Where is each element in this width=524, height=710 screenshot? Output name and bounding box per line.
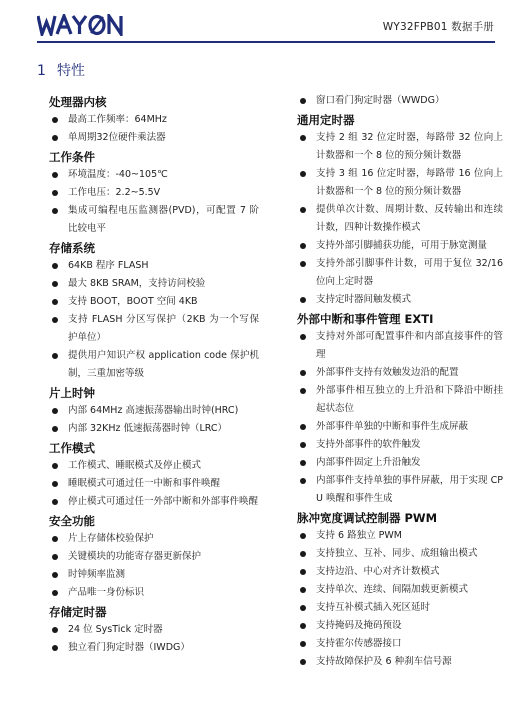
feature-list-item	[49, 347, 259, 383]
bullet-icon	[300, 261, 306, 267]
feature-text: 片上存储体校验保护	[68, 533, 154, 544]
feature-group-heading: 存储系统	[49, 241, 95, 255]
feature-text: 窗口看门狗定时器（WWDG）	[316, 95, 445, 106]
feature-list-item	[297, 545, 503, 563]
bullet-icon	[52, 554, 58, 560]
feature-list-item	[297, 617, 503, 635]
feature-group-heading: 外部中断和事件管理 EXTI	[297, 312, 434, 326]
bullet-icon	[300, 207, 306, 213]
bullet-icon	[52, 299, 58, 305]
feature-text: 最大 8KB SRAM，支持访问校验	[68, 278, 206, 289]
feature-list-item	[49, 311, 259, 347]
feature-list-item	[49, 548, 259, 566]
feature-text: 内部 32KHz 低速振荡器时钟（LRC）	[68, 423, 228, 434]
bullet-icon	[300, 605, 306, 611]
feature-list-item	[297, 328, 503, 364]
feature-list-item	[49, 639, 259, 657]
feature-text: 环境温度：-40~105℃	[68, 169, 168, 180]
feature-group-heading: 处理器内核	[49, 95, 107, 109]
feature-group-heading: 工作条件	[49, 150, 95, 164]
bullet-icon	[300, 478, 306, 484]
feature-text: 支持霍尔传感器接口	[316, 638, 402, 649]
feature-group-heading: 脉冲宽度调试控制器 PWM	[297, 511, 438, 525]
bullet-icon	[300, 587, 306, 593]
feature-text: 支持 FLASH 分区写保护（2KB 为一个写保护单位）	[68, 314, 259, 343]
bullet-icon	[300, 424, 306, 430]
feature-list-item	[297, 527, 503, 545]
bullet-icon	[300, 641, 306, 647]
bullet-icon	[300, 297, 306, 303]
feature-group-heading: 片上时钟	[49, 386, 95, 400]
feature-text: 内部事件固定上升沿触发	[316, 457, 421, 468]
feature-list-item	[297, 436, 503, 454]
right-column	[297, 92, 503, 671]
feature-text: 支持 2 组 32 位定时器，每路带 32 位向上计数器和一个 8 位的预分频计数器	[316, 132, 503, 161]
feature-list-item	[297, 599, 503, 617]
feature-text: 集成可编程电压监测器(PVD)，可配置 7 阶比较电平	[68, 205, 259, 234]
feature-list-item	[49, 475, 259, 493]
feature-list-item	[297, 129, 503, 165]
feature-text: 支持边沿、中心对齐计数模式	[316, 566, 440, 577]
bullet-icon	[52, 499, 58, 505]
document-title: WY32FPB01 数据手册	[382, 21, 494, 33]
bullet-icon	[300, 551, 306, 557]
feature-text: 工作电压：2.2~5.5V	[68, 187, 161, 198]
feature-list-item	[49, 257, 259, 275]
feature-list-item	[297, 255, 503, 291]
bullet-icon	[52, 172, 58, 178]
bullet-icon	[300, 659, 306, 665]
bullet-icon	[52, 353, 58, 359]
feature-list-item	[49, 493, 259, 511]
section-number: 1	[37, 63, 46, 79]
feature-list-item	[297, 472, 503, 508]
feature-text: 内部 64MHz 高速振荡器输出时钟(HRC)	[68, 405, 239, 416]
feature-text: 支持 BOOT，BOOT 空间 4KB	[68, 296, 198, 307]
feature-group-heading: 安全功能	[49, 514, 95, 528]
header-divider	[37, 41, 495, 43]
bullet-icon	[52, 190, 58, 196]
feature-list-item	[297, 635, 503, 653]
feature-text: 提供单次计数、周期计数、反转输出和连续计数，四种计数操作模式	[316, 204, 503, 233]
feature-text: 支持互补模式插入死区延时	[316, 602, 431, 613]
bullet-icon	[300, 334, 306, 340]
feature-text: 支持单次、连续、间隔加载更新模式	[316, 584, 469, 595]
bullet-icon	[52, 463, 58, 469]
bullet-icon	[52, 317, 58, 323]
bullet-icon	[300, 623, 306, 629]
bullet-icon	[300, 460, 306, 466]
bullet-icon	[52, 281, 58, 287]
feature-text: 外部事件支持有效触发边沿的配置	[316, 367, 459, 378]
feature-text: 外部事件单独的中断和事件生成屏蔽	[316, 421, 469, 432]
feature-text: 支持外部事件的软件触发	[316, 439, 421, 450]
feature-list-item	[297, 581, 503, 599]
feature-group-heading: 通用定时器	[297, 113, 355, 127]
feature-list-item	[297, 201, 503, 237]
feature-list-item	[49, 457, 259, 475]
feature-list-item	[49, 584, 259, 602]
feature-text: 24 位 SysTick 定时器	[68, 624, 163, 635]
feature-text: 工作模式、睡眠模式及停止模式	[68, 460, 202, 471]
feature-list-item	[49, 129, 259, 147]
feature-text: 独立看门狗定时器（IWDG）	[68, 642, 190, 653]
feature-list-item	[49, 566, 259, 584]
bullet-icon	[52, 426, 58, 432]
feature-text: 单周期32位硬件乘法器	[68, 132, 166, 143]
feature-text: 最高工作频率：64MHz	[68, 114, 167, 125]
feature-list-item	[49, 184, 259, 202]
feature-text: 产品唯一身份标识	[68, 587, 145, 598]
bullet-icon	[300, 442, 306, 448]
bullet-icon	[52, 208, 58, 214]
bullet-icon	[52, 590, 58, 596]
feature-list-item	[297, 165, 503, 201]
bullet-icon	[300, 98, 306, 104]
bullet-icon	[300, 135, 306, 141]
bullet-icon	[52, 263, 58, 269]
feature-list-item	[297, 92, 503, 110]
feature-list-item	[49, 420, 259, 438]
feature-list-item	[49, 111, 259, 129]
feature-text: 支持外部引脚捕获功能，可用于脉宽测量	[316, 240, 488, 251]
feature-list-item	[297, 653, 503, 671]
section-title	[37, 60, 85, 80]
feature-list-item	[49, 402, 259, 420]
feature-text: 提供用户知识产权 application code 保护机制，三重加密等级	[68, 350, 259, 379]
feature-group-heading: 工作模式	[49, 441, 95, 455]
feature-list-item	[297, 364, 503, 382]
bullet-icon	[52, 481, 58, 487]
feature-text: 时钟频率监测	[68, 569, 126, 580]
feature-list-item	[297, 237, 503, 255]
feature-list-item	[49, 293, 259, 311]
feature-text: 64KB 程序 FLASH	[68, 260, 149, 271]
feature-text: 支持定时器间触发模式	[316, 294, 412, 305]
bullet-icon	[52, 408, 58, 414]
feature-list-item	[297, 418, 503, 436]
feature-text: 支持独立、互补、同步、成组输出模式	[316, 548, 478, 559]
feature-text: 停止模式可通过任一外部中断和外部事件唤醒	[68, 496, 259, 507]
wayon-logo-icon	[37, 14, 129, 36]
feature-text: 支持故障保护及 6 种刹车信号源	[316, 656, 452, 667]
feature-text: 支持掩码及掩码预设	[316, 620, 402, 631]
page-header	[0, 0, 524, 46]
bullet-icon	[52, 645, 58, 651]
feature-list-item	[297, 454, 503, 472]
feature-text: 支持 3 组 16 位定时器，每路带 16 位向上计数器和一个 8 位的预分频计数器	[316, 168, 503, 197]
feature-list-item	[49, 202, 259, 238]
feature-list-item	[49, 621, 259, 639]
left-column	[49, 92, 259, 657]
feature-text: 内部事件支持单独的事件屏蔽，用于实现 CPU 唤醒和事件生成	[316, 475, 503, 504]
bullet-icon	[52, 135, 58, 141]
feature-list-item	[49, 530, 259, 548]
bullet-icon	[300, 370, 306, 376]
bullet-icon	[300, 533, 306, 539]
feature-list-item	[297, 291, 503, 309]
feature-list-item	[49, 275, 259, 293]
feature-list-item	[297, 382, 503, 418]
feature-group-heading: 存储定时器	[49, 605, 107, 619]
feature-text: 支持 6 路独立 PWM	[316, 530, 402, 541]
bullet-icon	[52, 572, 58, 578]
bullet-icon	[300, 388, 306, 394]
feature-text: 关键模块的功能寄存器更新保护	[68, 551, 202, 562]
feature-text: 睡眠模式可通过任一中断和事件唤醒	[68, 478, 221, 489]
feature-list-item	[49, 166, 259, 184]
bullet-icon	[52, 536, 58, 542]
feature-text: 支持对外部可配置事件和内部直接事件的管理	[316, 331, 503, 360]
bullet-icon	[52, 627, 58, 633]
feature-list-item	[297, 563, 503, 581]
bullet-icon	[300, 569, 306, 575]
feature-text: 支持外部引脚事件计数，可用于复位 32/16 位向上定时器	[316, 258, 503, 287]
feature-text: 外部事件相互独立的上升沿和下降沿中断挂起状态位	[316, 385, 503, 414]
bullet-icon	[300, 243, 306, 249]
wayon-logo	[37, 14, 129, 40]
section-title-text: 特性	[57, 63, 85, 79]
bullet-icon	[52, 117, 58, 123]
bullet-icon	[300, 171, 306, 177]
